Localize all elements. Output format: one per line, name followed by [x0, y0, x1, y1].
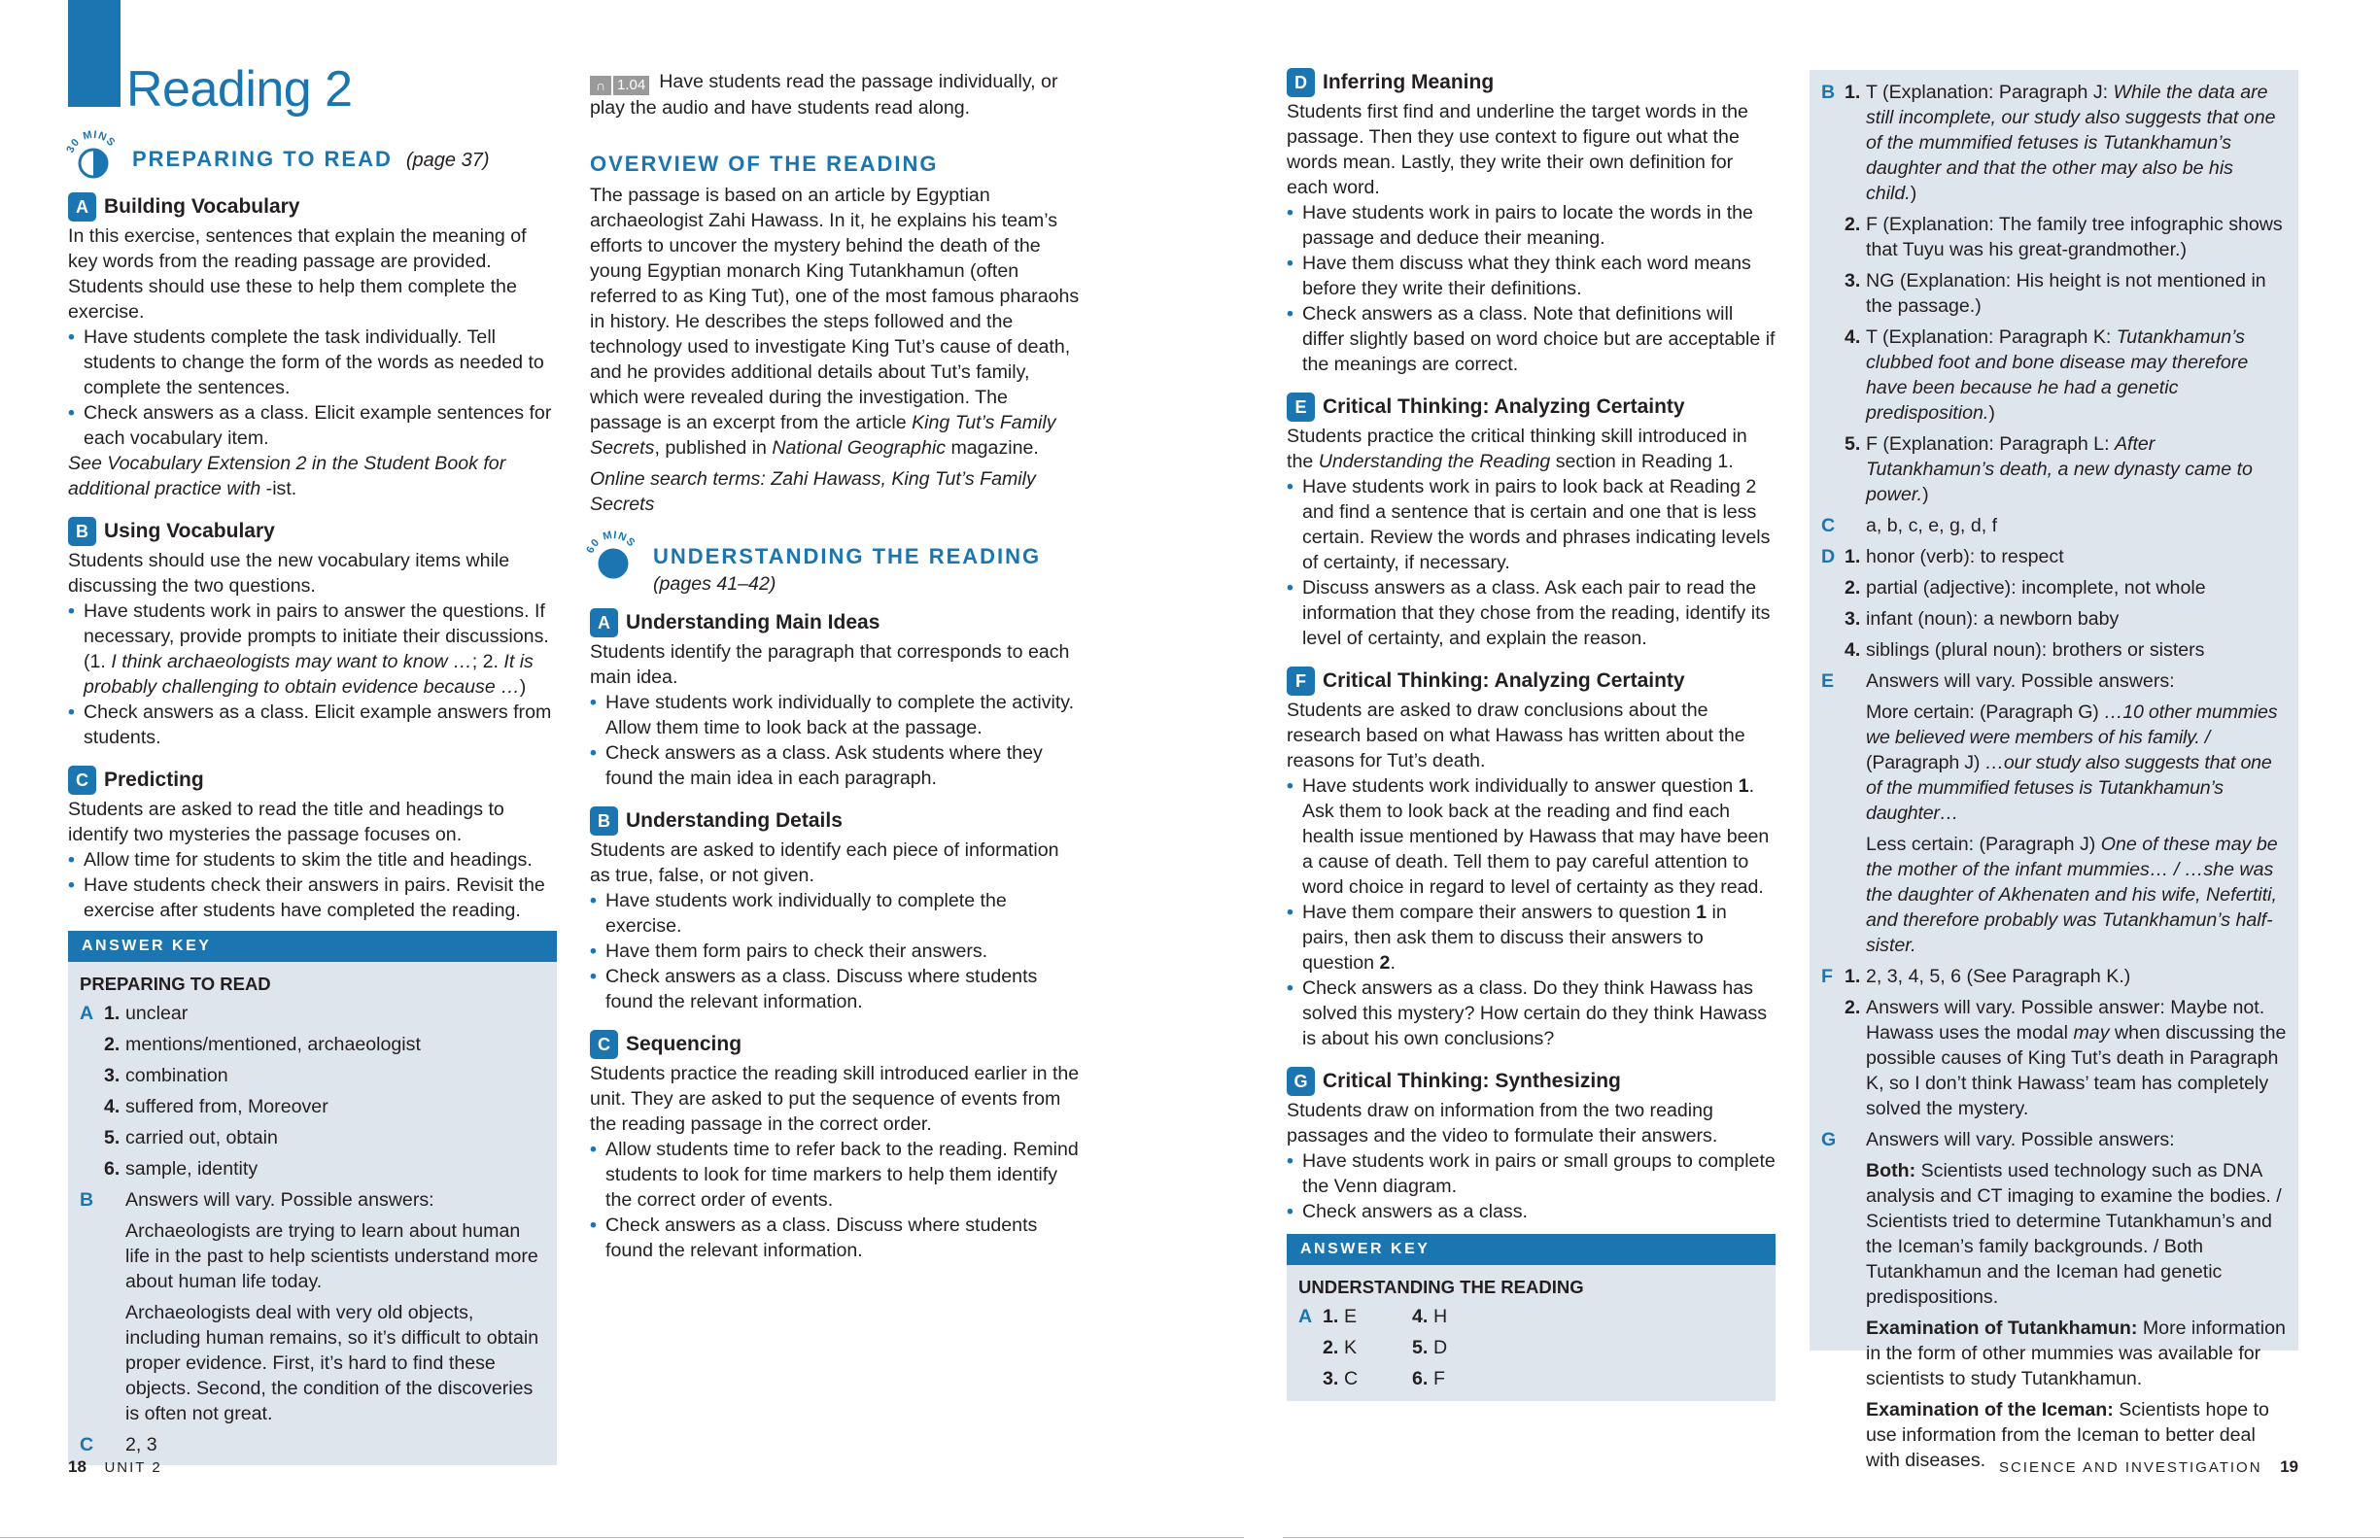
bullet: • Have students work in pairs to look back at Reading 2 and find a sentence that is certain and one that is less certain. Review the words and phrases indicating levels of certainty, if necessary.: [1287, 474, 1776, 575]
answer-row: C a, b, c, e, g, d, f: [1821, 515, 1998, 536]
bullet: • Have them compare their answers to question 1 in pairs, then ask them to discuss their answers to question 2.: [1287, 900, 1776, 975]
bullet: • Have them discuss what they think each word means before they write their definitions.: [1287, 251, 1776, 301]
activity-intro: Students are asked to read the title and headings to identify two mysteries the passage focuses on.: [68, 799, 504, 845]
understanding-block: [584, 529, 1081, 600]
answer-row: F 1. 2, 3, 4, 5, 6 (See Paragraph K.): [1821, 966, 2131, 987]
activity-f: F Critical Thinking: Analyzing Certainty: [1287, 667, 1776, 696]
answer-row: G Answers will vary. Possible answers:: [1821, 1129, 2175, 1150]
bullet: • Check answers as a class. Ask students where they found the main idea in each paragraph.: [590, 740, 1081, 791]
bullet: • Have students work in pairs to locate the words in the passage and deduce their meaning.: [1287, 200, 1776, 251]
activity-c: [68, 766, 557, 795]
search-terms: Online search terms: Zahi Hawass, King Tut’s Family Secrets: [590, 468, 1036, 515]
bullet: • Check answers as a class. Elicit example sentences for each vocabulary item.: [68, 400, 557, 451]
headphones-icon[interactable]: ∩ 1.04: [590, 76, 649, 95]
activity-g: G Critical Thinking: Synthesizing: [1287, 1067, 1776, 1096]
answer-row: 6. sample, identity: [104, 1158, 259, 1180]
answer-row: D 1. honor (verb): to respect: [1821, 546, 2064, 567]
activity-intro: In this exercise, sentences that explain the meaning of key words from the reading passage are provided. Students should use these to help them complete the exercise.: [68, 225, 527, 323]
answer-row: 2. F (Explanation: The family tree infographic shows that Tuyu was his great-grandmother.): [1845, 214, 2283, 260]
middle-column: [584, 69, 1081, 1263]
answer-row: E Answers will vary. Possible answers:: [1821, 670, 2175, 692]
activity-intro: Students are asked to draw conclusions about the research based on what Hawass has written about the reasons for Tut’s death.: [1287, 700, 1745, 771]
answer-row: 4. T (Explanation: Paragraph K: Tutankhamun’s clubbed foot and bone disease may therefore have been because he had a genetic predisposition.): [1845, 326, 2249, 424]
answer-row: 3. NG (Explanation: His height is not mentioned in the passage.): [1845, 270, 2266, 317]
answer-row: 5. F (Explanation: Paragraph L: After Tutankhamun’s death, a new dynasty came to power.): [1845, 433, 2253, 505]
page-footer-left: 18 UNIT 2: [68, 1457, 162, 1476]
bullet: • Have students complete the task individually. Tell students to change the form of the words as needed to complete the sentences.: [68, 325, 557, 400]
answer-key-right: [1287, 1234, 1776, 1401]
bullet: • Have students work individually to complete the exercise.: [590, 888, 1081, 939]
activity-b: [68, 517, 557, 546]
bullet: • Have them form pairs to check their answers.: [590, 939, 1081, 964]
chapter-tab: [68, 0, 121, 107]
page-divider-left: [0, 1537, 1244, 1538]
answer-row: Examination of Tutankhamun: More information in the form of other mummies was available for scientists to study Tutankhamun.: [1866, 1318, 2286, 1389]
answer-row: A 1. unclear: [80, 1003, 189, 1024]
badge-a: A: [68, 192, 96, 222]
overview-heading: OVERVIEW OF THE READING: [590, 152, 939, 176]
activity-intro: Students practice the reading skill introduced earlier in the unit. They are asked to put the sequence of events from the reading passage in the correct order.: [590, 1063, 1080, 1135]
left-column: [68, 183, 557, 1465]
activity-e: E Critical Thinking: Analyzing Certainty: [1287, 393, 1776, 422]
answer-key-box: [1287, 1265, 1776, 1401]
bullet: • Have students check their answers in pairs. Revisit the exercise after students have completed the reading.: [68, 873, 557, 923]
chapter-title: Reading 2: [126, 61, 353, 118]
understanding-heading: UNDERSTANDING THE READING: [653, 544, 1042, 568]
answer-key-heading: UNDERSTANDING THE READING: [1298, 1277, 1584, 1297]
bullet: • Have students work individually to complete the activity. Allow them time to look back at the passage.: [590, 690, 1081, 740]
answer-key-bar: ANSWER KEY: [68, 931, 557, 962]
bullet: • Allow students time to refer back to the reading. Remind students to look for time markers to help them identify the correct order of events.: [590, 1137, 1081, 1213]
answer-row: 4. siblings (plural noun): brothers or sisters: [1845, 639, 2205, 661]
activity-intro: Students are asked to identify each piece of information as true, false, or not given.: [590, 839, 1059, 886]
badge-b: B: [68, 517, 96, 546]
bullet: • Check answers as a class. Do they think Hawass has solved this mystery? How certain do they think Hawass is about his own conclusions?: [1287, 975, 1776, 1051]
activity-d: D Inferring Meaning: [1287, 68, 1776, 97]
page-divider-right: [1283, 1537, 2380, 1538]
activity-c: C Sequencing: [590, 1030, 1081, 1059]
answer-key-bar: ANSWER KEY: [1287, 1234, 1776, 1265]
activity-title: Using Vocabulary: [104, 520, 275, 542]
svg-text:30 MINS: 30 MINS: [64, 128, 119, 155]
answer-row: B 1. T (Explanation: Paragraph J: While the data are still incomplete, our study also suggests that one of the mummified fetuses is Tutankhamun’s daughter and that the other may also be his child.): [1821, 82, 2276, 204]
preparing-heading: PREPARING TO READ (page 37): [132, 147, 490, 171]
page-footer-right: SCIENCE AND INVESTIGATION 19: [1998, 1457, 2298, 1476]
activity-intro: Students first find and underline the target words in the passage. Then they use context to figure out what the words mean. Lastly, they write their own definition for each word.: [1287, 101, 1748, 198]
answer-grid: A 1. E 4. H 2. K 5. D 3. C 6. F: [1298, 1306, 1448, 1389]
answer-row: Archaeologists deal with very old objects, including human remains, so it’s difficult to obtain proper evidence. First, it’s hard to find these objects. Second, the condition of the discoveries is often not great.: [125, 1302, 539, 1424]
right-column: [1287, 62, 1776, 1401]
extension-note: See Vocabulary Extension 2 in the Student Book for additional practice with -ist.: [68, 453, 506, 499]
bullet: • Allow time for students to skim the title and headings.: [68, 847, 557, 873]
bullet: • Have students work in pairs to answer the questions. If necessary, provide prompts to initiate their discussions. (1. I think archaeologists may want to know …; 2. It is probably challenging to obtain evidence because …): [68, 599, 557, 700]
bullet: • Check answers as a class. Discuss where students found the relevant information.: [590, 964, 1081, 1014]
answer-row: 3. combination: [104, 1065, 228, 1086]
answer-row: 4. suffered from, Moreover: [104, 1096, 328, 1117]
activity-title: Predicting: [104, 769, 204, 791]
answer-row: 3. infant (noun): a newborn baby: [1845, 608, 2120, 630]
answer-row: B Answers will vary. Possible answers:: [80, 1189, 434, 1211]
answer-row: Less certain: (Paragraph J) One of these may be the mother of the infant mummies… / …she was the daughter of Akhenaten and his wife, Nefertiti, and therefore probably was Tutankhamun’s half-sister.: [1866, 834, 2278, 956]
answer-row: 2. partial (adjective): incomplete, not whole: [1845, 577, 2206, 599]
activity-a: A Understanding Main Ideas: [590, 608, 1081, 637]
timer-icon: [584, 529, 642, 587]
bullet: • Have students work individually to answer question 1. Ask them to look back at the reading and find each health issue mentioned by Hawass that may have been a cause of death. Tell them to pay careful attention to word choice in regard to level of certainty as they read.: [1287, 773, 1776, 900]
overview-text: The passage is based on an article by Egyptian archaeologist Zahi Hawass. In it, he explains his team’s efforts to uncover the mystery behind the death of the young Egyptian monarch King Tutankhamun (often referred to as King Tut), one of the most famous pharaohs in history. He describes the steps followed and the technology used to investigate King Tut’s cause of death, and he provides additional details about Tut’s family, which were revealed during the investigation. The passage is an excerpt from the article King Tut’s Family Secrets, published in National Geographic magazine.: [590, 185, 1080, 459]
bullet: • Have students work in pairs or small groups to complete the Venn diagram.: [1287, 1148, 1776, 1199]
answer-row: 2. Answers will vary. Possible answer: Maybe not. Hawass uses the modal may when discussing the possible causes of King Tut’s death in Paragraph K, so I don’t think Hawass’ team has completely solved the mystery.: [1845, 997, 2287, 1119]
answer-row: 2. mentions/mentioned, archaeologist: [104, 1034, 421, 1055]
answer-row: More certain: (Paragraph G) …10 other mummies we believed were members of his family. / (Paragraph J) …our study also suggests that one of the mummified fetuses is Tutankhamun’s daughter…: [1866, 702, 2278, 824]
answer-key-left: [68, 931, 557, 1465]
answer-key-box: [68, 962, 557, 1465]
activity-intro: Students should use the new vocabulary items while discussing the two questions.: [68, 550, 510, 597]
answer-row: Archaeologists are trying to learn about human life in the past to help scientists understand more about human life today.: [125, 1220, 538, 1292]
answer-key-heading: PREPARING TO READ: [80, 974, 271, 994]
activity-intro: Students identify the paragraph that corresponds to each main idea.: [590, 641, 1070, 688]
bullet: • Discuss answers as a class. Ask each pair to read the information that they chose from the reading, identify its level of certainty, and explain the reason.: [1287, 575, 1776, 651]
answer-row: Examination of the Iceman: Scientists hope to use information from the Iceman to better deal with diseases.: [1866, 1399, 2269, 1471]
timer-icon: [64, 128, 122, 187]
answer-row: 5. carried out, obtain: [104, 1127, 278, 1148]
activity-intro: Students draw on information from the two reading passages and the video to formulate their answers.: [1287, 1100, 1718, 1146]
understanding-pages: (pages 41–42): [653, 573, 776, 595]
bullet: • Check answers as a class.: [1287, 1199, 1776, 1224]
activity-title: Building Vocabulary: [104, 195, 300, 218]
svg-text:60 MINS: 60 MINS: [584, 529, 638, 556]
bullet: • Check answers as a class. Note that definitions will differ slightly based on word choice but are acceptable if the meanings are correct.: [1287, 301, 1776, 377]
activity-a: [68, 192, 557, 222]
bullet: • Check answers as a class. Discuss where students found the relevant information.: [590, 1213, 1081, 1263]
activity-intro: Students practice the critical thinking skill introduced in the Understanding the Reading section in Reading 1.: [1287, 426, 1747, 472]
bullet: • Check answers as a class. Elicit example answers from students.: [68, 700, 557, 750]
answer-row: C 2, 3: [80, 1434, 157, 1455]
audio-instruction: ∩ 1.04 Have students read the passage individually, or play the audio and have students read along.: [590, 71, 1058, 119]
badge-c: C: [68, 766, 96, 795]
answer-row: Both: Scientists used technology such as DNA analysis and CT imaging to examine the bodies. / Scientists tried to determine Tutankhamun’s and the Iceman’s family backgrounds. / Both Tutankhamun and the Iceman had genetic predispositions.: [1866, 1160, 2282, 1308]
activity-b: B Understanding Details: [590, 806, 1081, 836]
